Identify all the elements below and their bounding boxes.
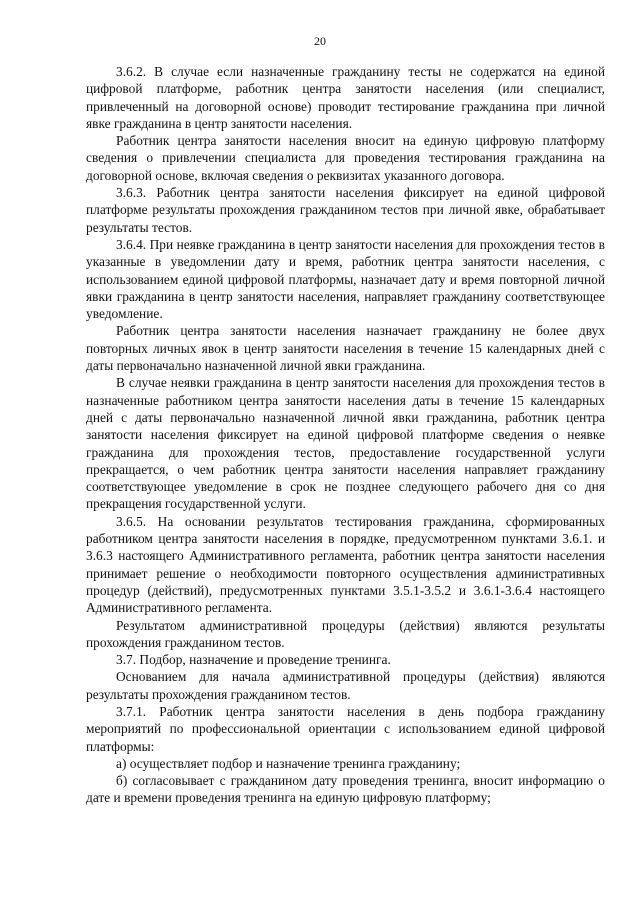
paragraph: а) осуществляет подбор и назначение тренинга гражданину; (116, 755, 461, 771)
paragraph: 3.6.3. Работник центра занятости населения фиксирует на единой цифровой платформе результаты прохождения гражданином тестов при личной явке, обрабатывает результаты тестов. (86, 185, 605, 235)
paragraph: Работник центра занятости населения вносит на единую цифровую платформу сведения о привлечении специалиста для проведения тестирования гражданина на договорной основе, включая сведения о реквизитах указанного договора. (86, 133, 605, 183)
paragraph: Работник центра занятости населения назначает гражданину не более двух повторных личных явок в центр занятости населения в течение 15 календарных дней с даты первоначально назначенной личной явки гражданина. (86, 323, 605, 374)
paragraph: 3.7.1. Работник центра занятости населения в день подбора гражданину мероприятий по профессиональной ориентации с использованием единой цифровой платформы: (86, 703, 605, 754)
paragraph: 3.6.2. В случае если назначенные гражданину тесты не содержатся на единой цифровой платформе, работник центра занятости населения (или специалист, привлеченный на договорной основе) проводит тестирование гражданина при личной явке гражданина в центр занятости населения. (86, 64, 605, 131)
paragraph: 3.6.5. На основании результатов тестирования гражданина, сформированных работником центра занятости населения в порядке, предусмотренном пунктами 3.6.1. и 3.6.3 настоящего Административного регламента, работник центра занятости населения принимает решение о необходимости повторного осуществления административных процедур (действий), предусмотренных пунктами 3.5.1-3.5.2 и 3.6.1-3.6.4 настоящего Административного регламента. (86, 513, 605, 616)
paragraph: б) согласовывает с гражданином дату проведения тренинга, вносит информацию о дате и времени проведения тренинга на единую цифровую платформу; (86, 773, 605, 806)
document-body (86, 63, 605, 807)
paragraph: В случае неявки гражданина в центр занятости населения для прохождения тестов в назначенные работником центра занятости населения даты в течение 15 календарных дней с даты первоначально назначенной личной явки гражданина, работник центра занятости населения фиксирует на единой цифровой платформе сведения о неявке гражданина для прохождения тестов, предоставление государственной услуги прекращается, о чем работник центра занятости населения направляет гражданину соответствующее уведомление в срок не позднее следующего рабочего дня со дня прекращения государственной услуги. (86, 375, 605, 512)
paragraph: 3.7. Подбор, назначение и проведение тренинга. (116, 652, 391, 668)
paragraph: Результатом административной процедуры (действия) являются результаты прохождения гражданином тестов. (86, 617, 605, 650)
paragraph: 3.6.4. При неявке гражданина в центр занятости населения для прохождения тестов в указанные в уведомлении дату и время, работник центра занятости населения, с использованием единой цифровой платформы, назначает дату и время повторной личной явки гражданина в центр занятости населения, направляет гражданину соответствующее уведомление. (86, 236, 605, 322)
paragraph: Основанием для начала административной процедуры (действия) являются результаты прохождения гражданином тестов. (86, 669, 605, 702)
page-number: 20 (314, 34, 326, 48)
